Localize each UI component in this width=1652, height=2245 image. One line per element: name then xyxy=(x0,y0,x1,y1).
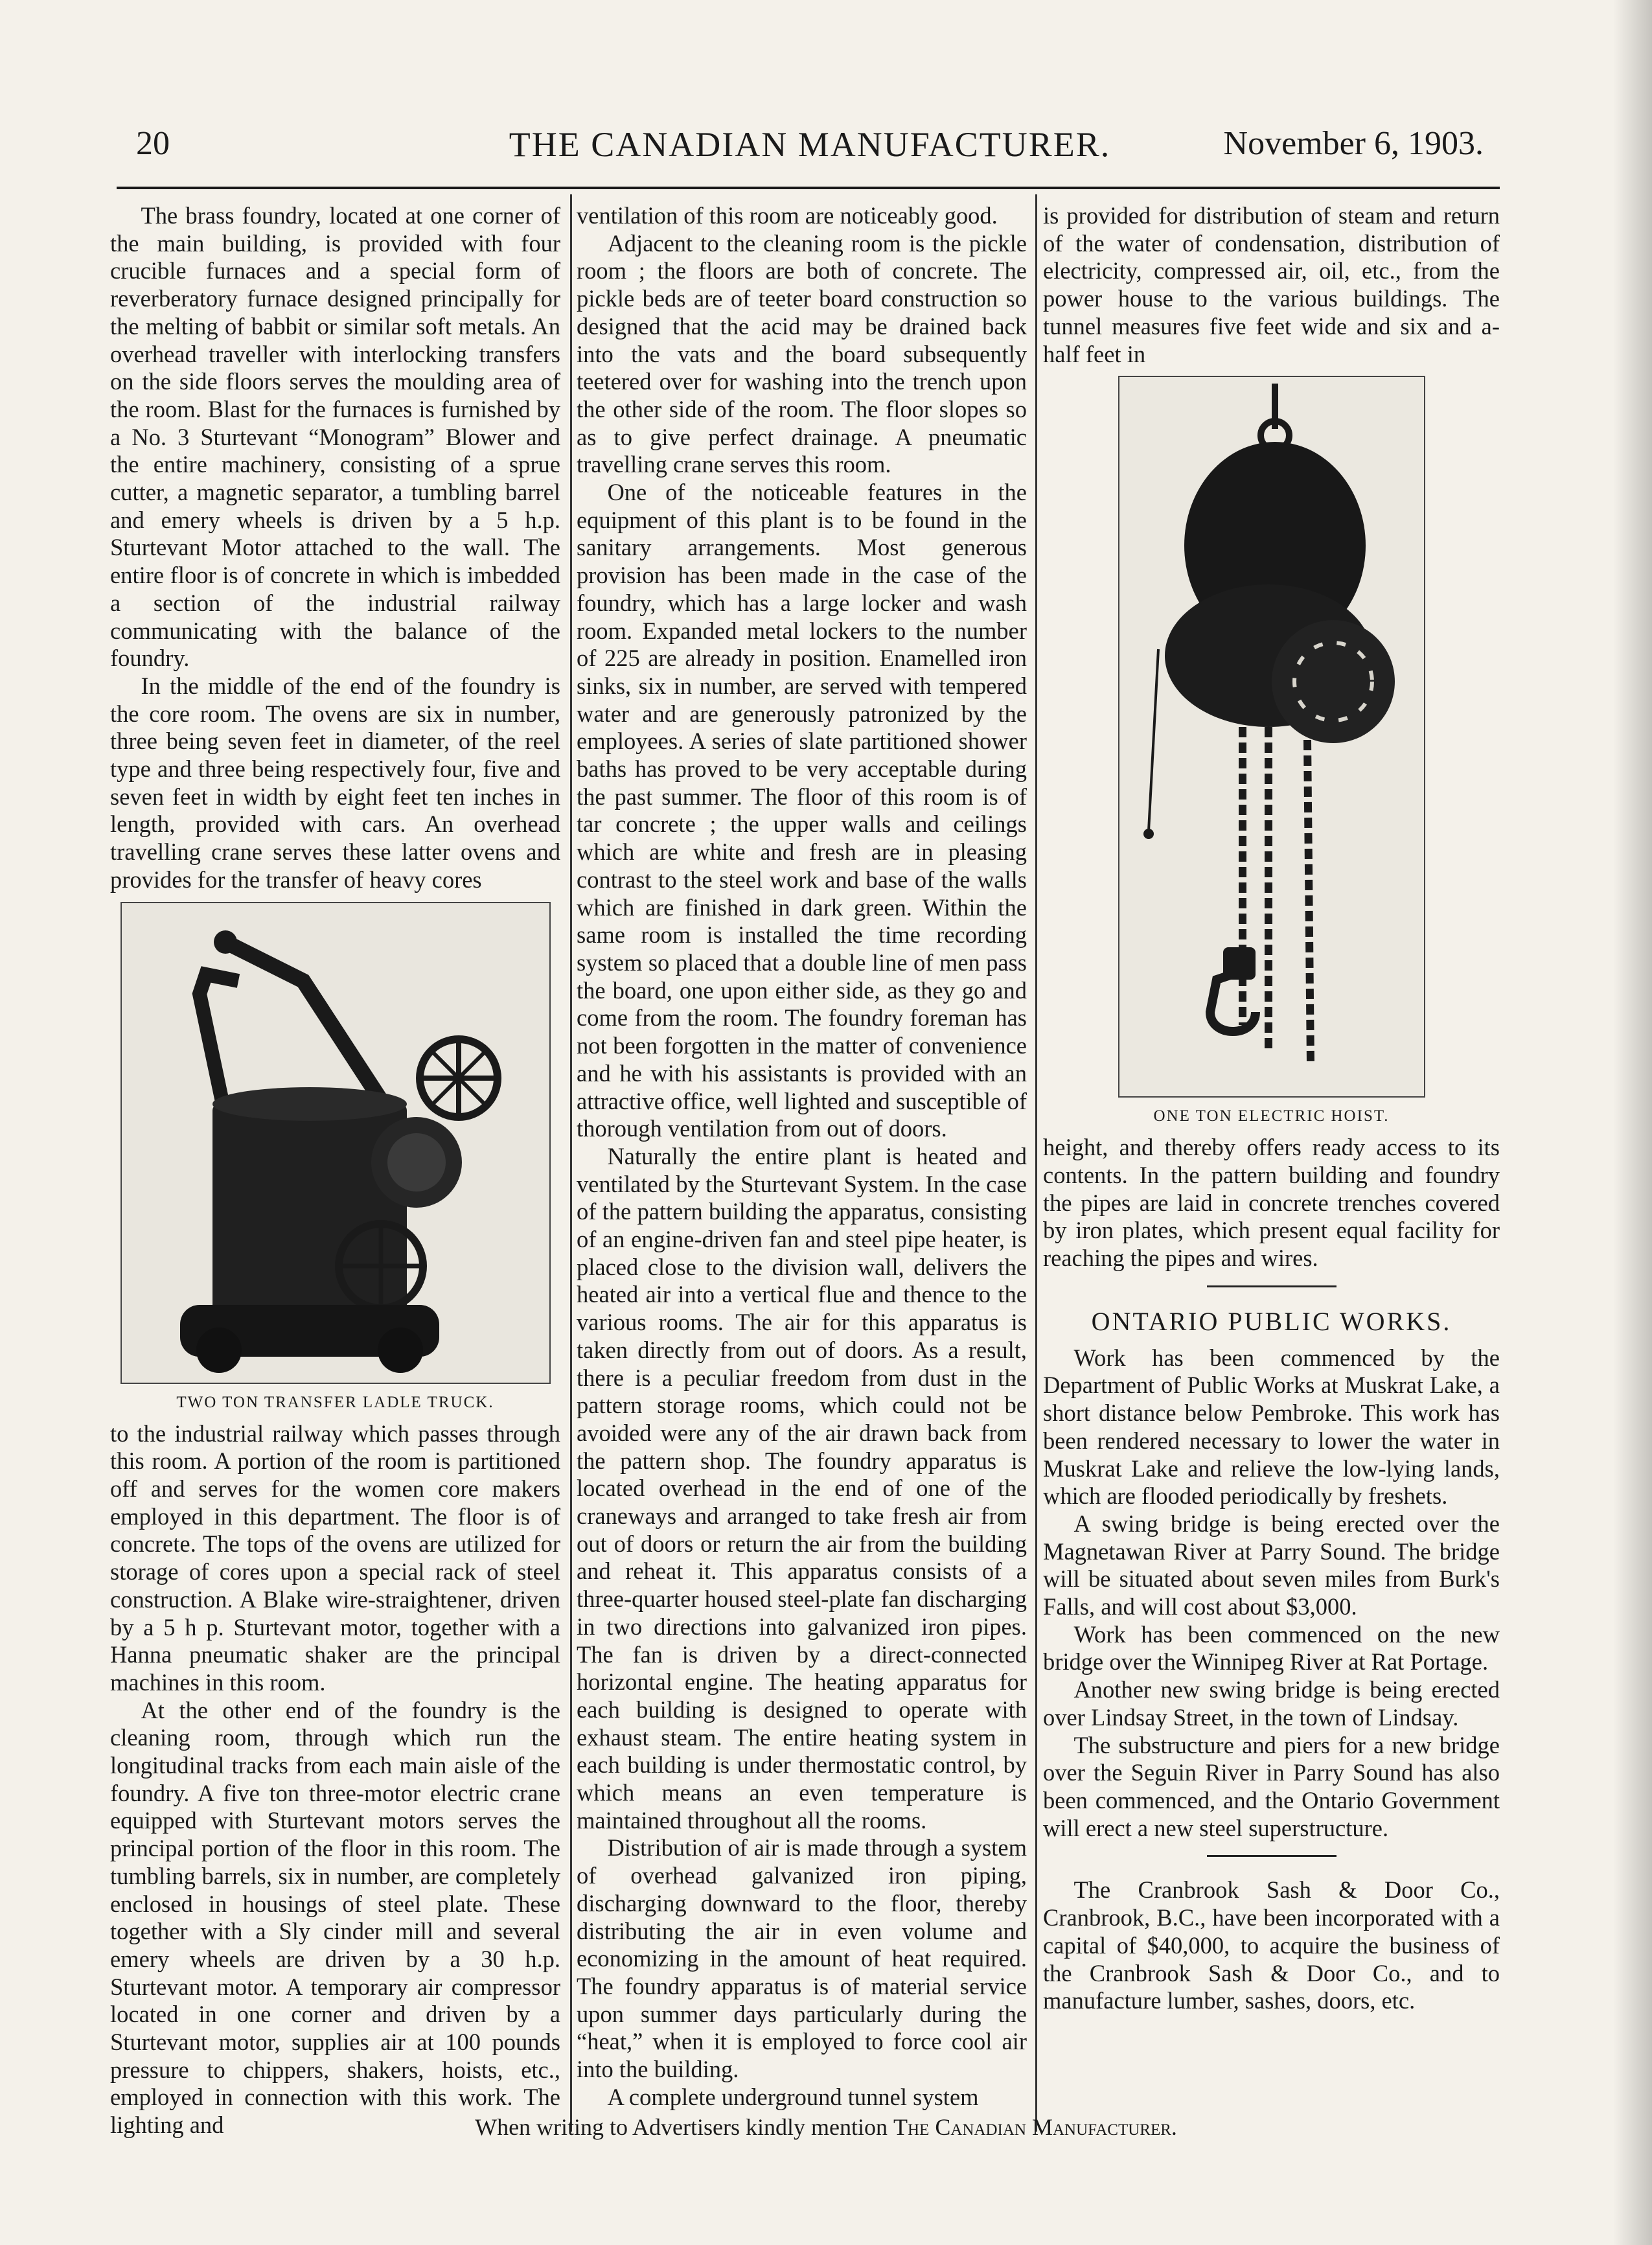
electric-hoist-illustration xyxy=(1119,377,1424,1096)
scanned-margin-edge xyxy=(1613,0,1652,2245)
paragraph: height, and thereby offers ready access to its contents. In the pattern building and foundry the pipes are laid in concrete trenches covered by iron plates, which present equal facility for reaching the pipes and wires. xyxy=(1043,1134,1500,1272)
paragraph: A complete underground tunnel system xyxy=(607,2083,979,2110)
page-footer xyxy=(0,2113,1652,2141)
paragraph: Work has been commenced on the new bridge over the Winnipeg River at Rat Portage. xyxy=(1043,1620,1500,1675)
paragraph: to the industrial railway which passes through this room. A portion of the room is partitioned off and serves for the women core makers employed in this department. The floor is of concrete. The tops of the ovens are utilized for storage of cores upon a special rack of steel construction. A Blake wire-straightener, driven by a 5 h p. Sturtevant motor, together with a Hanna pneumatic shaker are the principal machines in this room. xyxy=(110,1420,560,1696)
page-header xyxy=(136,124,1484,183)
figure-ladle-truck xyxy=(110,902,560,1412)
paragraph: Naturally the entire plant is heated and ventilated by the Sturtevant System. In the case of the pattern building the apparatus, consisting of an engine-driven fan and steel pipe heater, is placed close to the division wall, delivers the heated air into a vertical flue and thence to the various rooms. The air for this apparatus is taken directly from out of doors. As a result, there is a peculiar freedom from dust in the pattern storage rooms, which could not be avoided were any of the air drawn back from the pattern shop. The foundry apparatus is located overhead in the end of one of the craneways and arranged to take fresh air from out of doors or return the air from the building and reheat it. This apparatus consists of a three-quarter housed steel-plate fan discharging in two directions into galvanized iron pipes. The fan is driven by a direct-connected horizontal engine. The heating apparatus for each building is designed to operate with exhaust steam. The entire heating system in each building is under thermostatic control, by which means an even temperature is maintained throughout all the rooms. xyxy=(577,1142,1027,1834)
column-divider-1 xyxy=(570,194,572,2132)
paragraph: ventilation of this room are noticeably good. xyxy=(577,202,998,229)
paragraph: The brass foundry, located at one corner of the main building, is provided with four crucible furnaces and a special form of reverberatory furnace designed principally for the melting of babbit or similar soft metals. An overhead traveller with interlocking transfers on the side floors serves the moulding area of the room. Blast for the furnaces is furnished by a No. 3 Sturtevant “Monogram” Blower and the entire machinery, consisting of a sprue cutter, a magnetic separator, a tumbling barrel and emery wheels is driven by a 5 h.p. Sturtevant Motor attached to the wall. The entire floor is of concrete in which is imbedded a section of the industrial railway communicating with the balance of the foundry. xyxy=(110,202,560,672)
publication-title: THE CANADIAN MANUFACTURER. xyxy=(509,125,1111,164)
paragraph: is provided for distribution of steam and return of the water of condensation, distribution of electricity, compressed air, oil, etc., from the power house to the various buildings. The tunnel measures five feet wide and six and a-half feet in xyxy=(1043,202,1500,367)
paragraph: At the other end of the foundry is the cleaning room, through which run the longitudinal tracks from each main aisle of the foundry. A five ton three-motor electric crane equipped with Sturtevant motors serves the principal portion of the floor in this room. The tumbling barrels, six in number, are completely enclosed in housings of steel plate. These together with a Sly cinder mill and several emery wheels are driven by a 30 h.p. Sturtevant motor. A temporary air compressor located in one corner and driven by a Sturtevant motor, supplies air at 100 pounds pressure to chippers, shakers, hoists, etc., employed in connection with this work. The lighting and xyxy=(110,1696,560,2139)
figure-caption: ONE TON ELECTRIC HOIST. xyxy=(1153,1107,1390,1125)
section-rule xyxy=(1207,1855,1337,1857)
column-divider-2 xyxy=(1035,194,1037,2132)
page-number: 20 xyxy=(136,125,170,162)
article-column-1 xyxy=(110,202,560,2139)
paragraph: One of the noticeable features in the equipment of this plant is to be found in the sanitary arrangements. Most generous provision has been made in the case of the foundry, which has a large locker and wash room. Expanded metal lockers to the number of 225 are already in position. Enamelled iron sinks, six in number, are served with tempered water and are generously patronized by the employees. A series of slate partitioned shower baths has proved to be very acceptable during the past summer. The floor of this room is of tar concrete ; the upper walls and ceilings which are white and fresh are in pleasing contrast to the steel work and base of the walls which are finished in dark green. Within the same room is installed the time recording system so placed that a double line of men pass the board, one upon either side, as they go and come from the room. The foundry foreman has not been forgotten in the matter of convenience and he with his assistants is provided with an attractive office, well lighted and susceptible of thorough ventilation from out of doors. xyxy=(577,479,1027,1142)
header-rule xyxy=(117,187,1500,189)
issue-date: November 6, 1903. xyxy=(1223,125,1484,162)
footer-text: When writing to Advertisers kindly mention xyxy=(475,2114,888,2140)
electric-hoist-photo xyxy=(1118,376,1425,1098)
paragraph: Adjacent to the cleaning room is the pickle room ; the floors are both of concrete. The pickle beds are of teeter board construction so designed that the acid may be drained back into the vats and the board subsequently teetered over for washing into the trench upon the other side of the room. The floor slopes so as to give perfect drainage. A pneumatic travelling crane serves this room. xyxy=(577,229,1027,478)
figure-electric-hoist xyxy=(1043,376,1500,1126)
figure-caption: TWO TON TRANSFER LADLE TRUCK. xyxy=(176,1393,494,1411)
ladle-truck-photo xyxy=(120,902,551,1384)
paragraph: In the middle of the end of the foundry is the core room. The ovens are six in number, three being seven feet in diameter, of the reel type and three being respectively four, five and seven feet in width by eight feet ten inches in length, provided with cars. An overhead travelling crane serves these latter ovens and provides for the transfer of heavy cores xyxy=(110,672,560,893)
section-heading: ONTARIO PUBLIC WORKS. xyxy=(1091,1306,1452,1336)
ladle-truck-illustration xyxy=(122,903,549,1383)
article-column-3 xyxy=(1043,202,1500,2015)
footer-publication: The Canadian Manufacturer. xyxy=(893,2114,1177,2140)
article-column-2 xyxy=(577,202,1027,2112)
paragraph: The Cranbrook Sash & Door Co., Cranbrook, B.C., have been incorporated with a capital of $40,000, to acquire the business of the Cranbrook Sash & Door Co., and to manufacture lumber, sashes, doors, etc. xyxy=(1043,1876,1500,2014)
paragraph: A swing bridge is being erected over the Magnetawan River at Parry Sound. The bridge will be situated about seven miles from Burk's Falls, and will cost about $3,000. xyxy=(1043,1510,1500,1620)
section-rule xyxy=(1207,1285,1337,1287)
paragraph: The substructure and piers for a new bridge over the Seguin River in Parry Sound has also been commenced, and the Ontario Government will erect a new steel superstructure. xyxy=(1043,1731,1500,1841)
paragraph: Work has been commenced by the Department of Public Works at Muskrat Lake, a short distance below Pembroke. This work has been rendered necessary to lower the water in Muskrat Lake and relieve the low-lying lands, which are flooded periodically by freshets. xyxy=(1043,1344,1500,1510)
paragraph: Distribution of air is made through a system of overhead galvanized iron piping, discharging downward to the floor, thereby distributing the air in even volume and economizing in the amount of heat required. The foundry apparatus is of material service upon summer days particularly during the “heat,” when it is employed to force cool air into the building. xyxy=(577,1834,1027,2083)
paragraph: Another new swing bridge is being erected over Lindsay Street, in the town of Lindsay. xyxy=(1043,1676,1500,1731)
